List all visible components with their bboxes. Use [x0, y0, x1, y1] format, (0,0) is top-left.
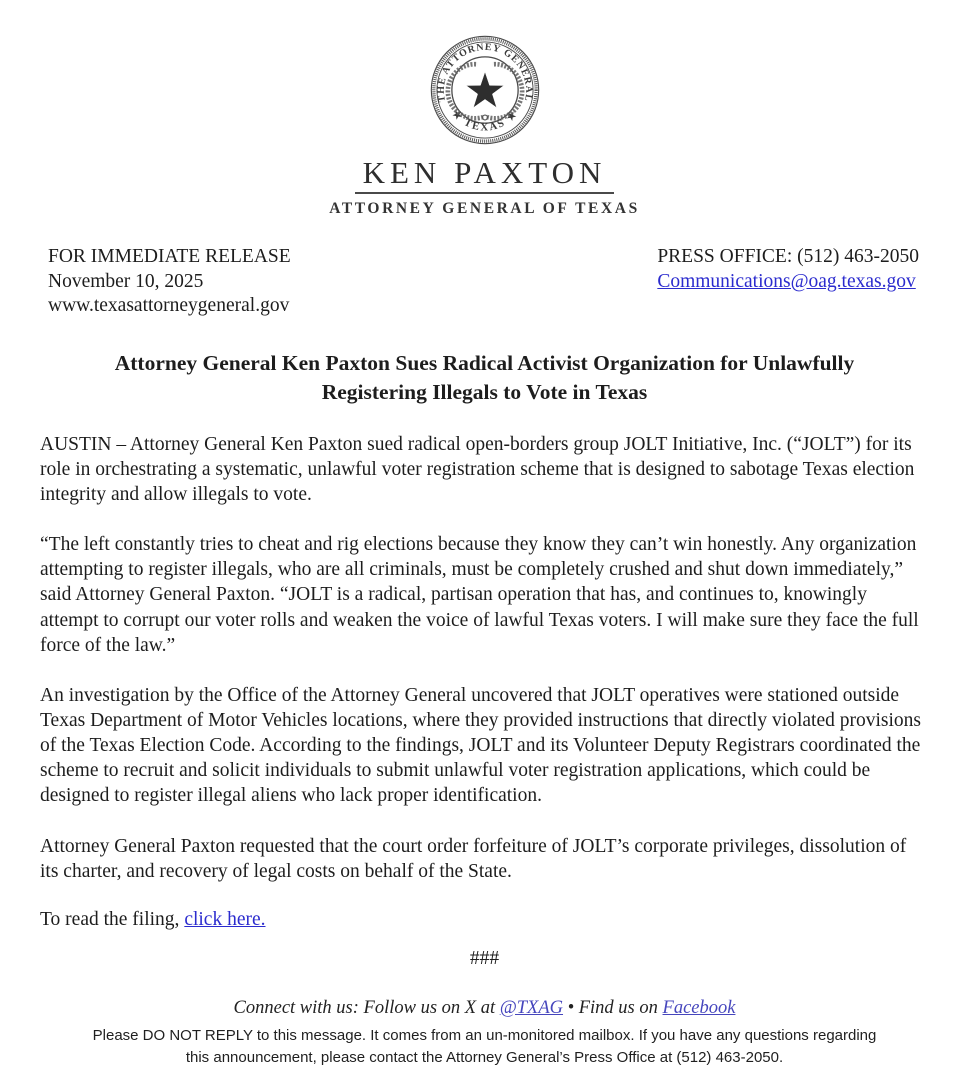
disclaimer-text: Please DO NOT REPLY to this message. It comes from an un-monitored mailbox. If you have any questions regarding this announcement, please contact the Attorney General’s Press Office at (512) 463-2050. [92, 1026, 877, 1067]
connect-middle: • Find us on [563, 997, 663, 1018]
website-url: www.texasattorneygeneral.gov [48, 295, 290, 317]
connect-line [40, 998, 929, 1019]
masthead [40, 0, 929, 151]
release-meta [40, 245, 929, 319]
headline: Attorney General Ken Paxton Sues Radical Activist Organization for Unlawfully Registering Illegals to Vote in Texas [114, 350, 855, 404]
svg-text:THE ATTORNEY GENERAL: THE ATTORNEY GENERAL [435, 41, 534, 103]
release-date: November 10, 2025 [48, 270, 204, 292]
attorney-general-name: KEN PAXTON [355, 155, 615, 194]
paragraph-relief: Attorney General Paxton requested that the court order forfeiture of JOLT’s corporate privileges, dissolution of its charter, and recovery of legal costs on behalf of the State. [40, 835, 907, 882]
paragraph-lede: AUSTIN – Attorney General Ken Paxton sued radical open-borders group JOLT Initiative, Inc. (“JOLT”) for its role in orchestrating a systematic, unlawful voter registration scheme that is designed to sabotage Texas election integrity and allow illegals to vote. [40, 433, 915, 505]
filing-line [40, 909, 929, 931]
svg-text:★ TEXAS ★: ★ TEXAS ★ [448, 107, 521, 134]
filing-prefix: To read the filing, [40, 908, 185, 930]
txag-x-link[interactable]: @TXAG [499, 997, 564, 1018]
paragraph-quote: “The left constantly tries to cheat and rig elections because they know they can’t win honestly. Any organization attempting to register illegals, who are all criminals, must be completely crushed and shut down immediately,” said Attorney General Paxton. “JOLT is a radical, partisan operation that has, and continues to, knowingly attempt to corrupt our voter rolls and weaken the voice of lawful Texas voters. I will make sure they face the full force of the law.” [40, 534, 919, 656]
paragraph-investigation: An investigation by the Office of the Attorney General uncovered that JOLT operatives were stationed outside Texas Department of Motor Vehicles locations, where they provided instructions that directly violated provisions of the Texas Election Code. According to the findings, JOLT and its Volunteer Deputy Registrars coordinated the scheme to recruit and solicit individuals to submit unlawful voter registration applications, which could be designed to register illegal aliens who lack proper identification. [40, 684, 921, 807]
attorney-general-title: ATTORNEY GENERAL OF TEXAS [329, 200, 640, 217]
release-label: FOR IMMEDIATE RELEASE [48, 246, 291, 267]
facebook-link[interactable]: Facebook [662, 997, 736, 1018]
connect-prefix: Connect with us: Follow us on X at [233, 997, 500, 1018]
press-office-phone: PRESS OFFICE: (512) 463-2050 [657, 246, 919, 267]
filing-link[interactable]: click here. [184, 908, 266, 930]
end-mark: ### [469, 947, 500, 969]
press-email-link[interactable]: Communications@oag.texas.gov [657, 270, 916, 292]
texas-attorney-general-seal-icon [429, 34, 541, 146]
